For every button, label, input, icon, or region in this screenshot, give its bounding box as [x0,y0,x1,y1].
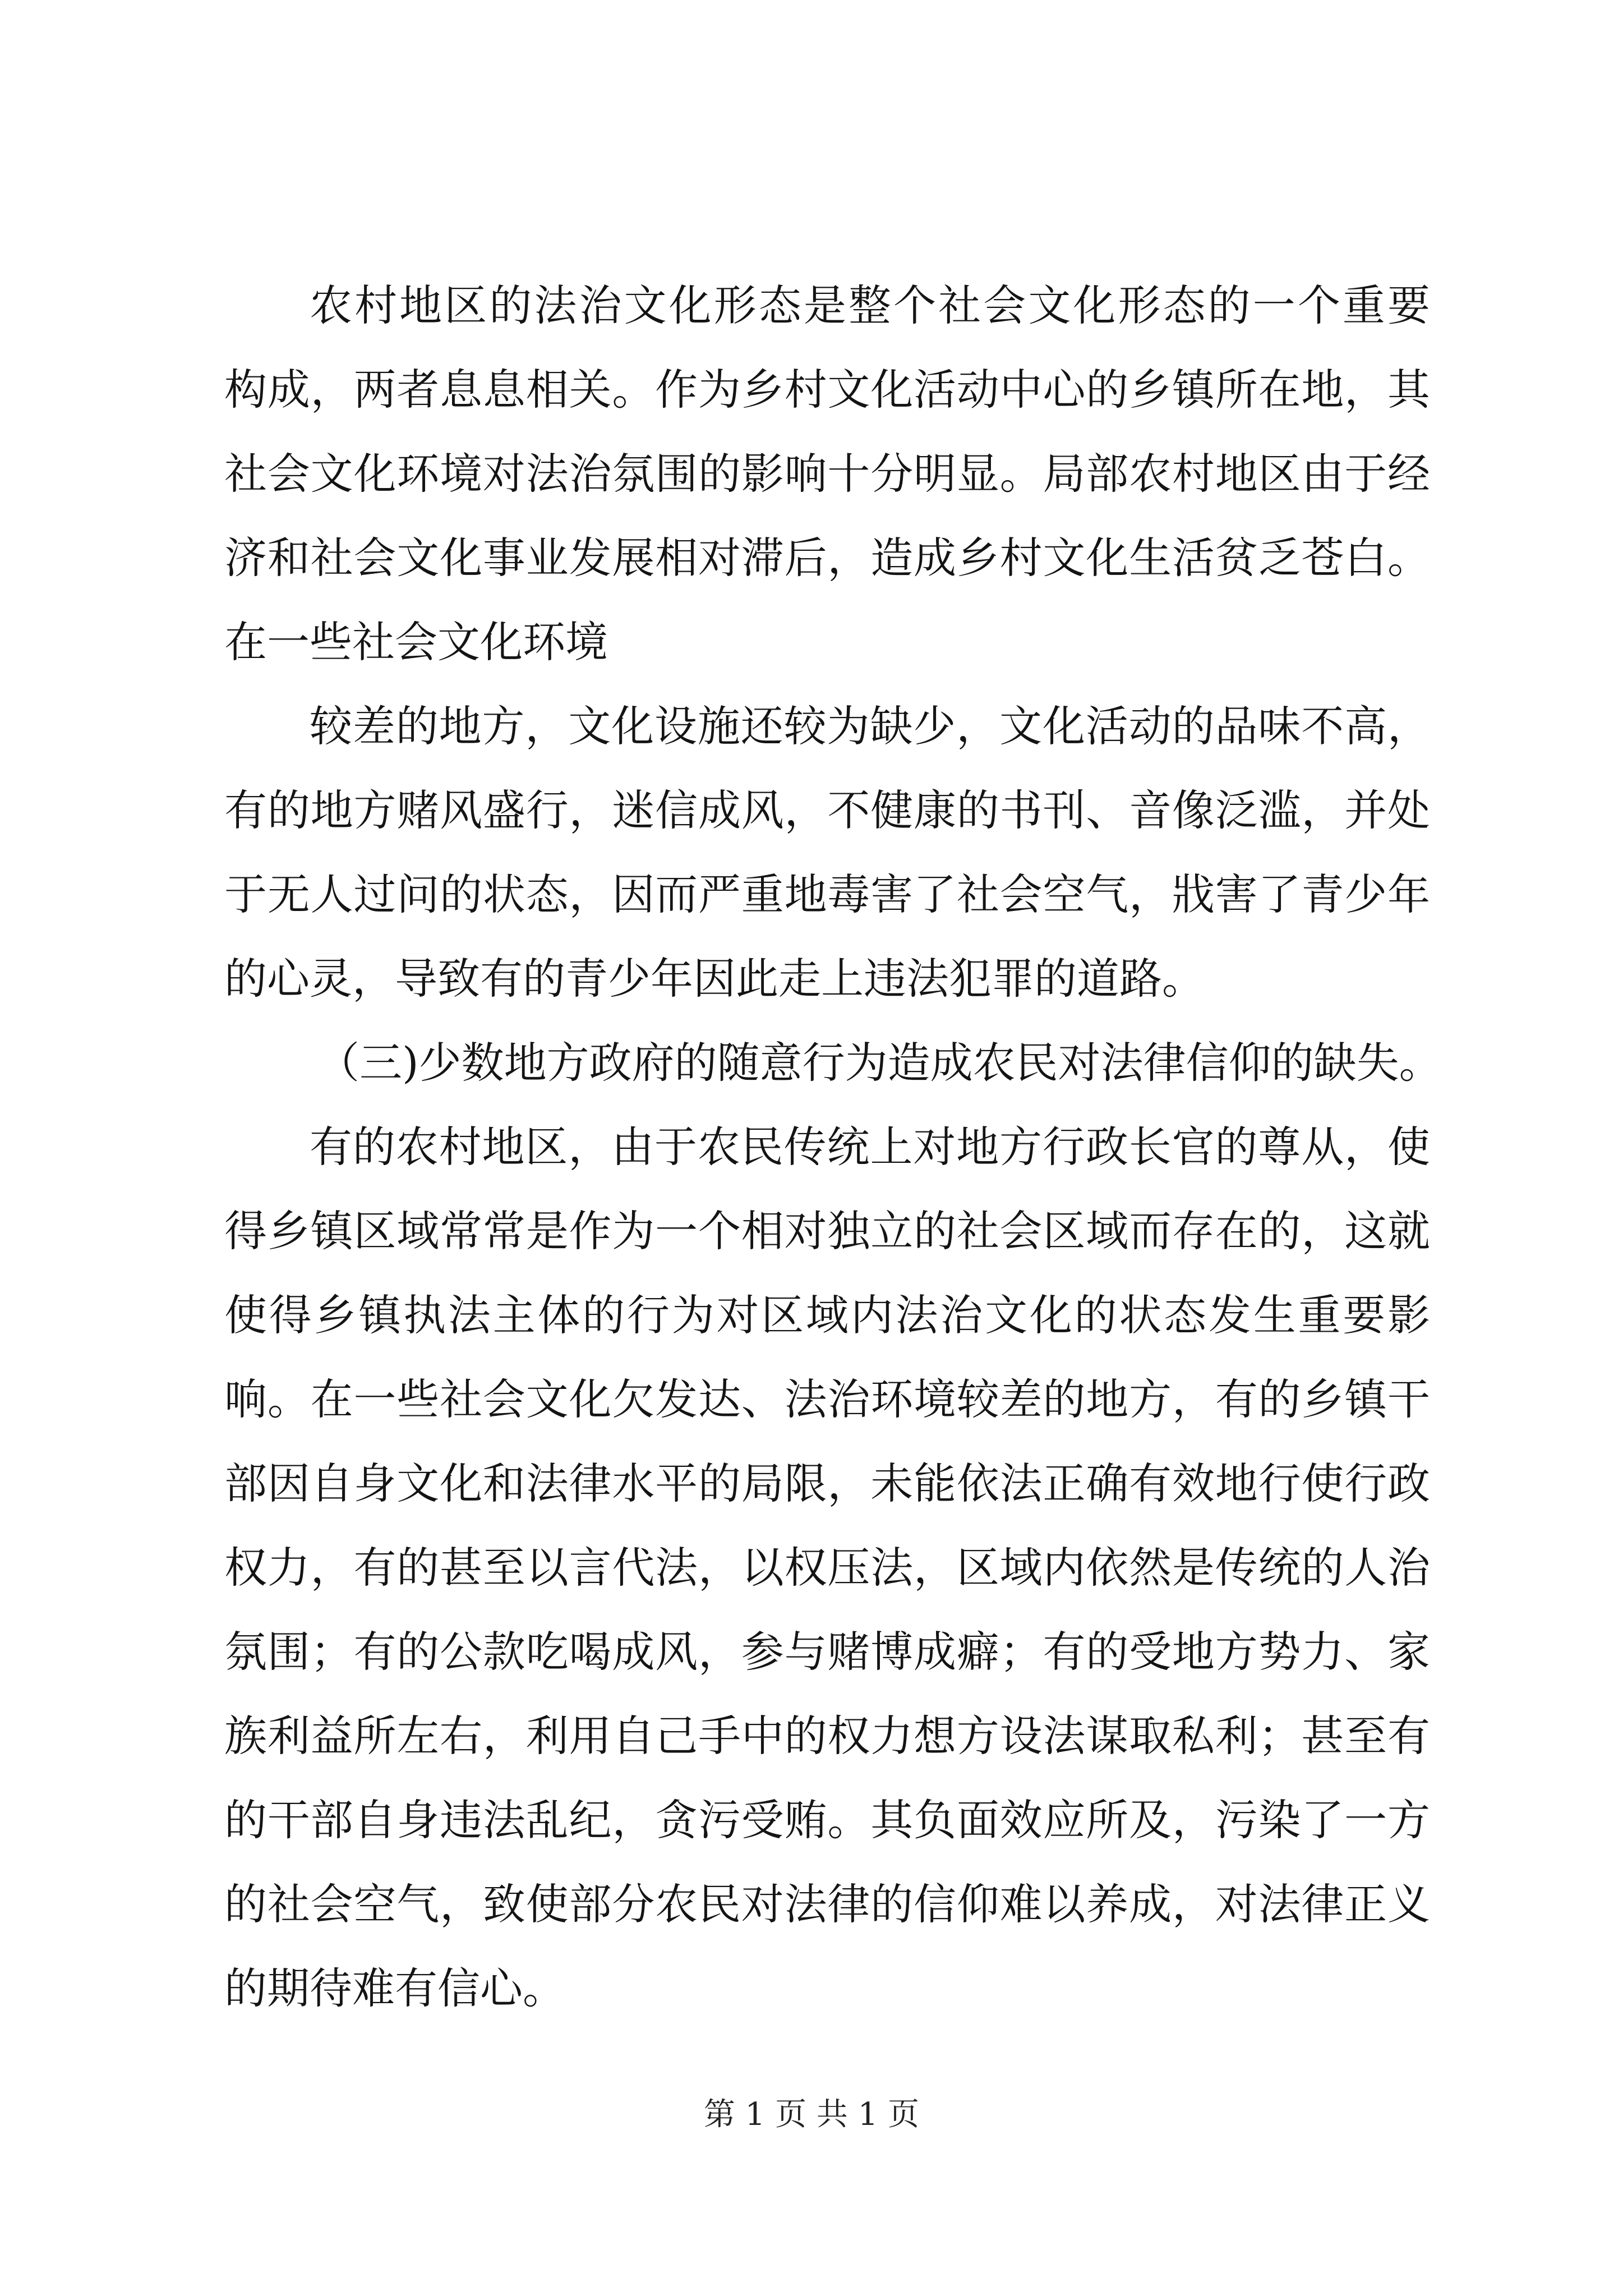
text-line: 使得乡镇执法主体的行为对区域内法治文化的状态发生重要影 [224,1290,1430,1340]
text-line: 权力，有的甚至以言代法，以权压法，区域内依然是传统的人治 [224,1543,1430,1593]
text-line: 构成，两者息息相关。作为乡村文化活动中心的乡镇所在地，其 [224,365,1430,415]
paragraph-2 [224,684,1430,1021]
text-line: 的社会空气，致使部分农民对法律的信仰难以养成，对法律正义 [224,1879,1430,1929]
paragraph-4 [224,1105,1430,2031]
text-line: 在一些社会文化环境 [224,617,608,667]
text-line: 有的农村地区，由于农民传统上对地方行政长官的尊从，使 [310,1122,1430,1172]
text-line: 得乡镇区域常常是作为一个相对独立的社会区域而存在的，这就 [224,1206,1430,1256]
page-footer: 第 1 页 共 1 页 [703,2096,920,2133]
section-heading: （三)少数地方政府的随意行为造成农民对法律信仰的缺失。 [317,1038,1442,1088]
paragraph-1 [224,264,1430,684]
text-line: 农村地区的法治文化形态是整个社会文化形态的一个重要 [310,280,1430,330]
text-line: 的干部自身违法乱纪，贪污受贿。其负面效应所及，污染了一方 [224,1795,1430,1845]
text-line: 较差的地方，文化设施还较为缺少，文化活动的品味不高， [310,701,1430,751]
text-line: 济和社会文化事业发展相对滞后，造成乡村文化生活贫乏苍白。 [224,533,1430,583]
text-line: 部因自身文化和法律水平的局限，未能依法正确有效地行使行政 [224,1458,1430,1508]
text-line: 的心灵，导致有的青少年因此走上违法犯罪的道路。 [224,954,1205,1004]
text-line: 的期待难有信心。 [224,1963,565,2013]
text-line: 社会文化环境对法治氛围的影响十分明显。局部农村地区由于经 [224,449,1430,499]
paragraph-3-subheading [224,1021,1442,1105]
text-line: 族利益所左右，利用自己手中的权力想方设法谋取私利；甚至有 [224,1711,1430,1761]
text-line: 响。在一些社会文化欠发达、法治环境较差的地方，有的乡镇干 [224,1374,1430,1424]
text-line: 于无人过问的状态，因而严重地毒害了社会空气，戕害了青少年 [224,869,1430,919]
body-text [224,264,1442,2031]
text-line: 氛围；有的公款吃喝成风，参与赌博成癖；有的受地方势力、家 [224,1627,1430,1677]
text-line: 有的地方赌风盛行，迷信成风，不健康的书刊、音像泛滥，并处 [224,785,1430,835]
